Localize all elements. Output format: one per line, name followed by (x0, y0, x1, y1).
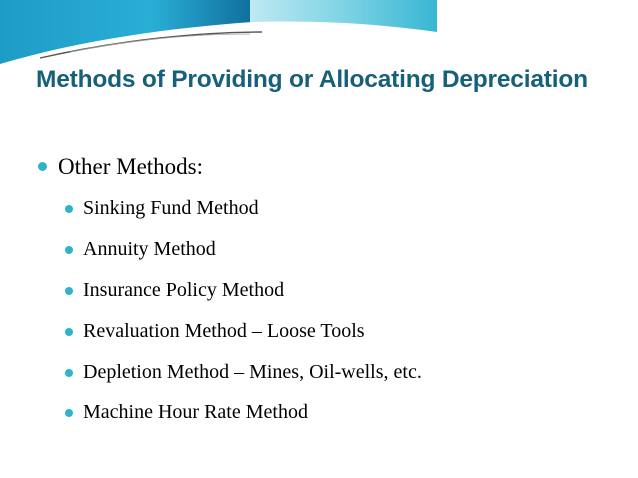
sub-bullet-item (83, 279, 284, 302)
sub-bullet-text: Revaluation Method – Loose Tools (83, 320, 365, 342)
bullet-dot-icon (65, 205, 73, 213)
sub-bullet-item (83, 197, 259, 220)
main-bullet-item (58, 154, 203, 180)
bullet-dot-icon (65, 328, 73, 336)
sub-bullet-text: Machine Hour Rate Method (83, 401, 308, 423)
sub-bullet-text: Depletion Method – Mines, Oil-wells, etc. (83, 361, 422, 383)
main-bullet-text: Other Methods: (58, 154, 204, 179)
sub-bullet-item (83, 401, 308, 424)
bullet-dot-icon (65, 409, 73, 417)
header-wave-left (0, 0, 252, 64)
sub-bullet-text: Insurance Policy Method (83, 279, 285, 301)
sub-bullet-item (83, 320, 365, 343)
header-wave-right (250, 0, 437, 32)
sub-bullet-item (83, 361, 422, 384)
sub-bullet-text: Sinking Fund Method (83, 197, 259, 219)
bullet-dot-icon (38, 162, 47, 171)
sub-bullet-item (83, 238, 216, 261)
sub-bullet-text: Annuity Method (83, 238, 216, 260)
slide-title: Methods of Providing or Allocating Depreciation (36, 66, 588, 93)
bullet-dot-icon (65, 369, 73, 377)
bullet-dot-icon (65, 246, 73, 254)
bullet-dot-icon (65, 287, 73, 295)
